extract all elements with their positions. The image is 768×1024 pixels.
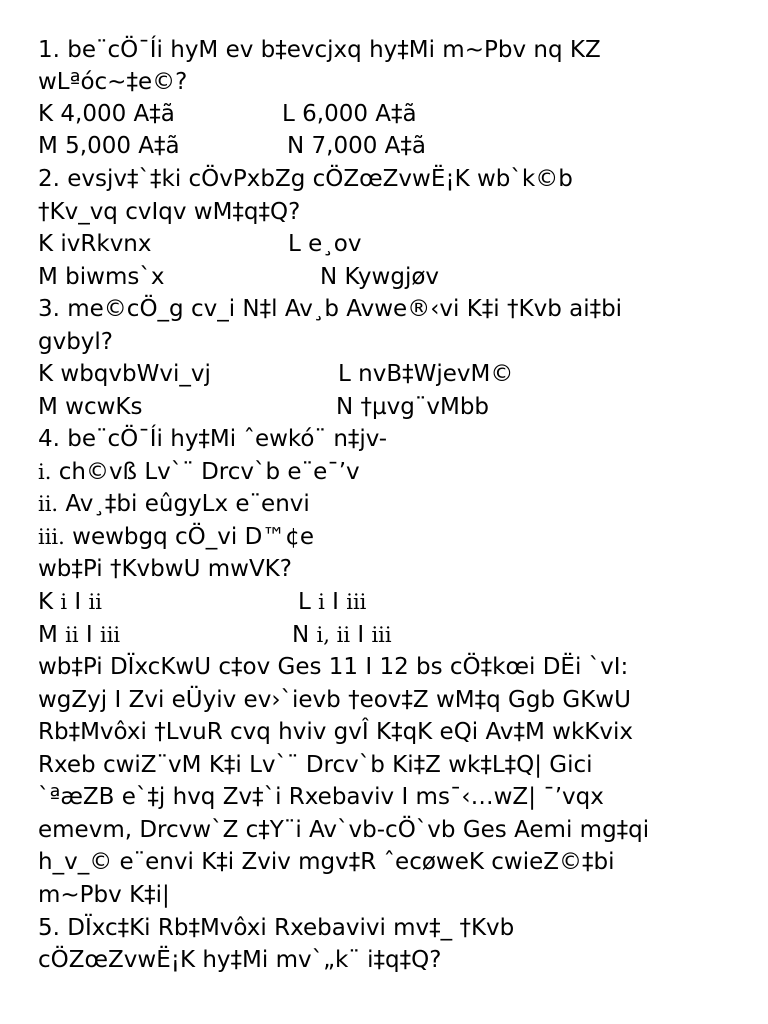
q4-option-n-letter: N — [292, 622, 317, 648]
q4-option-n — [292, 619, 392, 651]
q1-option-k: K 4,000 A‡ã — [38, 101, 175, 127]
q4-item-iii-text: wewbgq cÖ_vi D™¢e — [64, 524, 315, 550]
passage-line6: emevm, Drcvw`Z c‡Y¨i Av`vb-cÖ`vb Ges Aemi mg‡qi — [38, 817, 650, 843]
passage-line4: Rxeb cwiZ¨vM K‡i Lv`¨ Drcv`b Ki‡Z wk‡L‡Q| Gici — [38, 752, 593, 778]
q3-option-m: M wcwKs — [38, 394, 143, 420]
q4-option-l-sep: I — [324, 589, 347, 615]
q2-option-k: K ivRkvnx — [38, 231, 152, 257]
q1-option-l: L 6,000 A‡ã — [282, 101, 417, 127]
q5-question-line2: cÖZœZvwË¡K hy‡Mi mv`„k¨ i‡q‡Q? — [38, 947, 442, 973]
q4-option-m-b: iii — [100, 623, 121, 647]
passage-line1: wb‡Pi DÏxcKwU c‡ov Ges 11 I 12 bs cÖ‡kœi DËi `vI: — [38, 654, 629, 680]
q4-option-k-letter: K — [38, 589, 61, 615]
q3-option-n: N †µvg¨vMbb — [336, 394, 490, 420]
q4-item-i-num: i. — [38, 460, 52, 484]
q1-option-n: N 7,000 A‡ã — [287, 133, 426, 159]
q4-question-line1: 4. be¨cÖ¯Íi hy‡Mi ˆewkó¨ n‡jv- — [38, 426, 388, 452]
q1-option-m: M 5,000 A‡ã — [38, 133, 180, 159]
q3-option-l: L nvB‡WjevM© — [338, 361, 514, 387]
q4-option-n-b: iii — [371, 623, 392, 647]
q4-option-m — [38, 619, 120, 651]
passage-line7: h_v_© e¨envi K‡i Zviv mgv‡R ˆecøweK cwieZ©‡bi — [38, 849, 615, 875]
q4-question-tail: wb‡Pi †KvbwU mwVK? — [38, 556, 292, 582]
q4-option-k-b: ii — [88, 590, 102, 614]
q4-option-n-sep: I — [350, 622, 372, 648]
q4-item-iii — [38, 521, 314, 553]
passage-line3: Rb‡Mvôxi †LvuR cvq hviv gvÎ K‡qK eQi Av‡M wkKvix — [38, 719, 633, 745]
q2-option-m: M biwms`x — [38, 264, 165, 290]
passage-line8: m~Pbv K‡i| — [38, 882, 170, 908]
q4-option-l-b: iii — [346, 590, 367, 614]
q4-option-n-a: i, ii — [316, 623, 351, 647]
passage-line5: `ªæZB e`‡j hvq Zv‡`i Rxebaviv I ms¯‹…wZ| ¯’vqx — [38, 784, 604, 810]
q1-question-line1: 1. be¨cÖ¯Íi hyM ev b‡evcjxq hy‡Mi m~Pbv nq KZ — [38, 37, 601, 63]
q4-option-l-letter: L — [298, 589, 319, 615]
q4-option-k-sep: I — [67, 589, 89, 615]
q3-option-k: K wbqvbWvi_vj — [38, 361, 211, 387]
q4-option-l — [298, 586, 366, 618]
q4-option-k — [38, 586, 102, 618]
q4-option-k-a: i — [60, 590, 68, 614]
q3-question-line1: 3. me©cÖ_g cv_i N‡l Av¸b Avwe®‹vi K‡i †Kvb ai‡bi — [38, 296, 623, 322]
q4-item-iii-num: iii. — [38, 525, 65, 549]
q4-option-m-letter: M — [38, 622, 66, 648]
q4-item-ii-text: Av¸‡bi eûgyLx e¨envi — [58, 491, 310, 517]
q2-option-n: N Kywgjøv — [320, 264, 440, 290]
q4-option-m-sep: I — [78, 622, 100, 648]
q3-question-line2: gvbyl? — [38, 329, 114, 355]
q5-question-line1: 5. DÏxc‡Ki Rb‡Mvôxi Rxebavivi mv‡_ †Kvb — [38, 915, 515, 941]
q4-item-i — [38, 456, 360, 488]
q2-question-line2: †Kv_vq cvIqv wM‡q‡Q? — [38, 199, 301, 225]
q4-option-l-a: i — [318, 590, 325, 614]
q4-option-m-a: ii — [65, 623, 79, 647]
q4-item-ii — [38, 488, 310, 520]
q1-question-line2: wLªóc~‡e©? — [38, 69, 188, 95]
passage-line2: wgZyj I Zvi eÜyiv ev›`ievb †eov‡Z wM‡q Ggb GKwU — [38, 687, 631, 713]
q4-item-ii-num: ii. — [38, 492, 59, 516]
q4-item-i-text: ch©vß Lv`¨ Drcv`b e¨e¯’v — [51, 459, 360, 485]
q2-question-line1: 2. evsjv‡`‡ki cÖvPxbZg cÖZœZvwË¡K wb`k©b — [38, 166, 573, 192]
q2-option-l: L e¸ov — [288, 231, 362, 257]
